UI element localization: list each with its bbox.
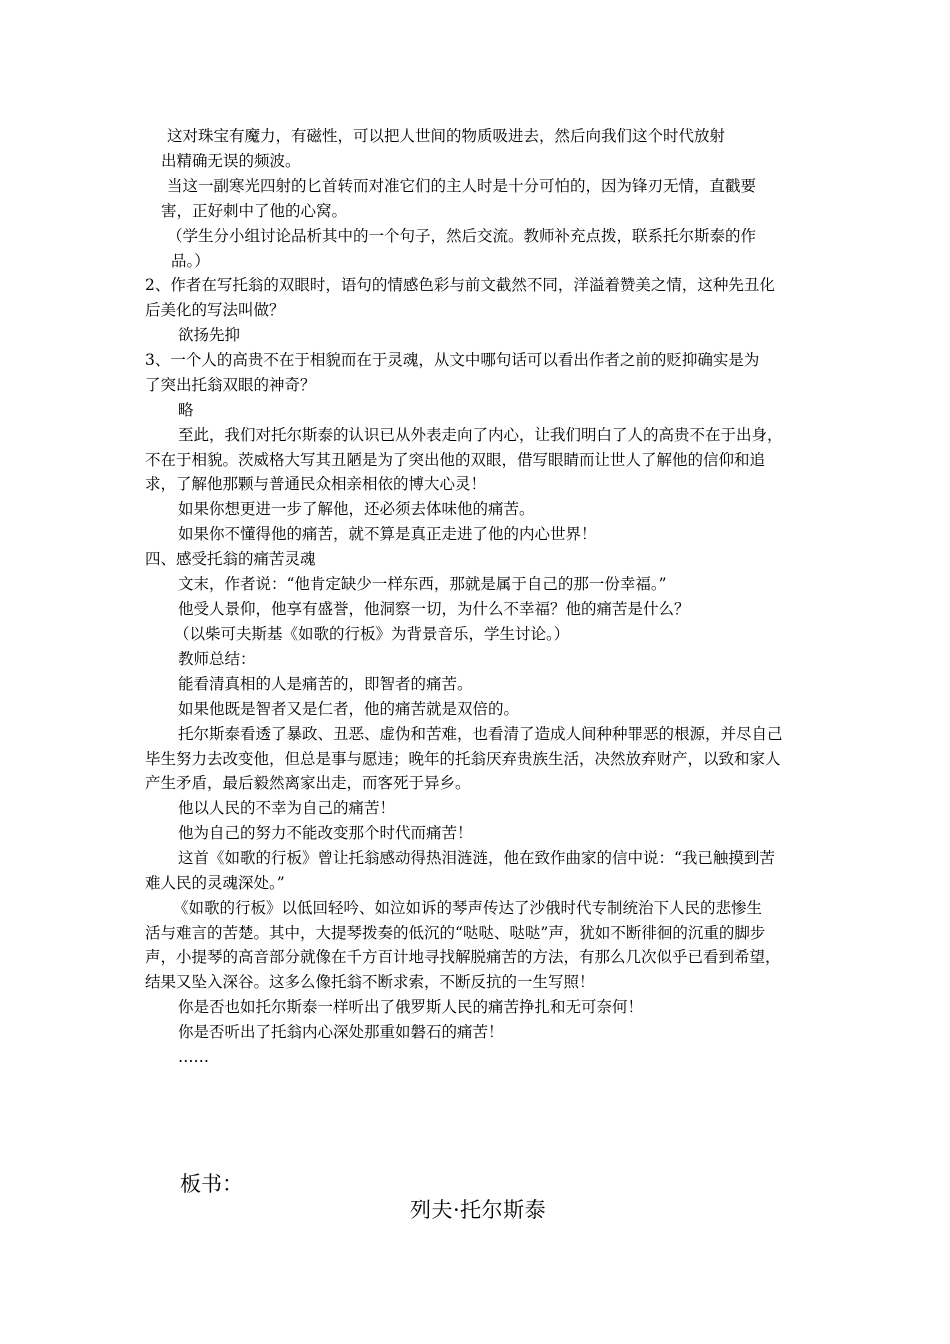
answer-2 (178, 323, 240, 348)
text-line: 不在于相貌。茨威格大写其丑陋是为了突出他的双眼，借写眼睛而让世人了解他的信仰和追 (145, 450, 766, 469)
text-line: 害，正好刺中了他的心窝。 (161, 201, 348, 220)
text-line: 如果他既是智者又是仁者，他的痛苦就是双倍的。 (178, 700, 520, 718)
text-line: 你是否听出了托翁内心深处那重如磐石的痛苦！ (178, 1023, 504, 1041)
text-line: 你是否也如托尔斯泰一样听出了俄罗斯人民的痛苦挣扎和无可奈何！ (178, 998, 644, 1016)
paragraph-wise-pain (178, 672, 473, 697)
question-2 (145, 273, 775, 322)
text-line: 教师总结： (178, 650, 256, 668)
text-line: （学生分小组讨论品析其中的一个句子，然后交流。教师补充点拨，联系托尔斯泰的作 (167, 227, 757, 245)
text-line: 2、作者在写托翁的双眼时，语句的情感色彩与前文截然不同，洋溢着赞美之情，这种先丑化 (145, 276, 775, 294)
paragraph-music-note (174, 622, 569, 647)
text-line: （以柴可夫斯基《如歌的行板》为背景音乐，学生讨论。） (174, 625, 570, 643)
text-line: 他为自己的努力不能改变那个时代而痛苦！ (178, 824, 473, 842)
text-line: 出精确无误的频波。 (161, 151, 301, 170)
section-heading (145, 547, 316, 572)
paragraph-double-pain (178, 697, 519, 722)
text-line: 如果你想更进一步了解他，还必须去体味他的痛苦。 (178, 500, 535, 518)
paragraph-quote-happiness (178, 572, 667, 597)
text-line: 毕生努力去改变他，但总是事与愿违；晚年的托翁厌弃贵族生活，决然放弃财产，以致和家人 (145, 749, 781, 768)
paragraph-transition-1 (178, 497, 535, 522)
ellipsis (178, 1045, 209, 1070)
question-3 (145, 348, 759, 397)
text-line: 活与难言的苦楚。其中，大提琴拨奏的低沉的“哒哒、哒哒”声，犹如不断徘徊的沉重的脚步 (145, 923, 766, 942)
text-line: 四、感受托翁的痛苦灵魂 (145, 550, 316, 568)
text-line: 《如歌的行板》以低回轻吟、如泣如诉的琴声传达了沙俄时代专制统治下人民的悲惨生 (173, 899, 763, 917)
text-line: 欲扬先抑 (178, 326, 241, 344)
paragraph-era-pain (178, 821, 473, 846)
text-line: 结果又坠入深谷。这多么像托翁不断求索，不断反抗的一生写照！ (145, 972, 595, 991)
teacher-summary-label (178, 647, 256, 672)
text-line: 至此，我们对托尔斯泰的认识已从外表走向了内心，让我们明白了人的高贵不在于出身， (178, 426, 783, 444)
text-line: …… (178, 1048, 209, 1066)
paragraph-hear-heart (178, 1020, 504, 1045)
paragraph-discussion-note (167, 224, 756, 273)
paragraph-hear-russia (178, 995, 643, 1020)
answer-3 (178, 398, 194, 423)
text-line: 这对珠宝有魔力，有磁性，可以把人世间的物质吸进去，然后向我们这个时代放射 (167, 127, 726, 145)
text-line: 文末，作者说：“他肯定缺少一样东西，那就是属于自己的那一份幸福。” (178, 575, 667, 593)
text-line: 产生矛盾，最后毅然离家出走，而客死于异乡。 (145, 774, 471, 793)
text-line: 略 (178, 401, 194, 419)
board-title: 列夫·托尔斯泰 (410, 1198, 547, 1222)
paragraph-andante-letter (145, 846, 775, 895)
text-line: 声，小提琴的高音部分就像在千方百计地寻找解脱痛苦的方法，有那么几次似乎已看到希望， (145, 948, 781, 967)
paragraph-question-pain (178, 597, 690, 622)
paragraph-people-pain (178, 796, 395, 821)
paragraph-summary (145, 423, 783, 497)
text-line: 这首《如歌的行板》曾让托翁感动得热泪涟涟，他在致作曲家的信中说：“我已触摸到苦 (178, 849, 775, 867)
paragraph-quote-dagger (161, 174, 757, 223)
text-line: 3、一个人的高贵不在于相貌而在于灵魂，从文中哪句话可以看出作者之前的贬抑确实是为 (145, 351, 760, 369)
board-label: 板书： (180, 1172, 243, 1196)
text-line: 他受人景仰，他享有盛誉，他洞察一切，为什么不幸福？他的痛苦是什么？ (178, 600, 690, 618)
text-line: 求，了解他那颗与普通民众相亲相依的博大心灵！ (145, 475, 487, 494)
text-line: 托尔斯泰看透了暴政、丑恶、虚伪和苦难，也看清了造成人间种种罪恶的根源，并尽自己 (178, 725, 783, 743)
paragraph-andante-description (145, 896, 781, 994)
text-line: 能看清真相的人是痛苦的，即智者的痛苦。 (178, 675, 473, 693)
text-line: 了突出托翁双眼的神奇？ (145, 375, 316, 394)
text-line: 后美化的写法叫做？ (145, 300, 285, 319)
text-line: 如果你不懂得他的痛苦，就不算是真正走进了他的内心世界！ (178, 525, 597, 543)
text-line: 他以人民的不幸为自己的痛苦！ (178, 799, 396, 817)
text-line: 难人民的灵魂深处。” (145, 873, 285, 892)
paragraph-quote-jewel (161, 124, 726, 173)
text-line: 品。） (171, 251, 210, 270)
paragraph-transition-2 (178, 522, 597, 547)
paragraph-tolstoy-life (145, 722, 783, 796)
text-line: 当这一副寒光四射的匕首转而对准它们的主人时是十分可怕的，因为锋刃无情，直戳要 (167, 177, 757, 195)
